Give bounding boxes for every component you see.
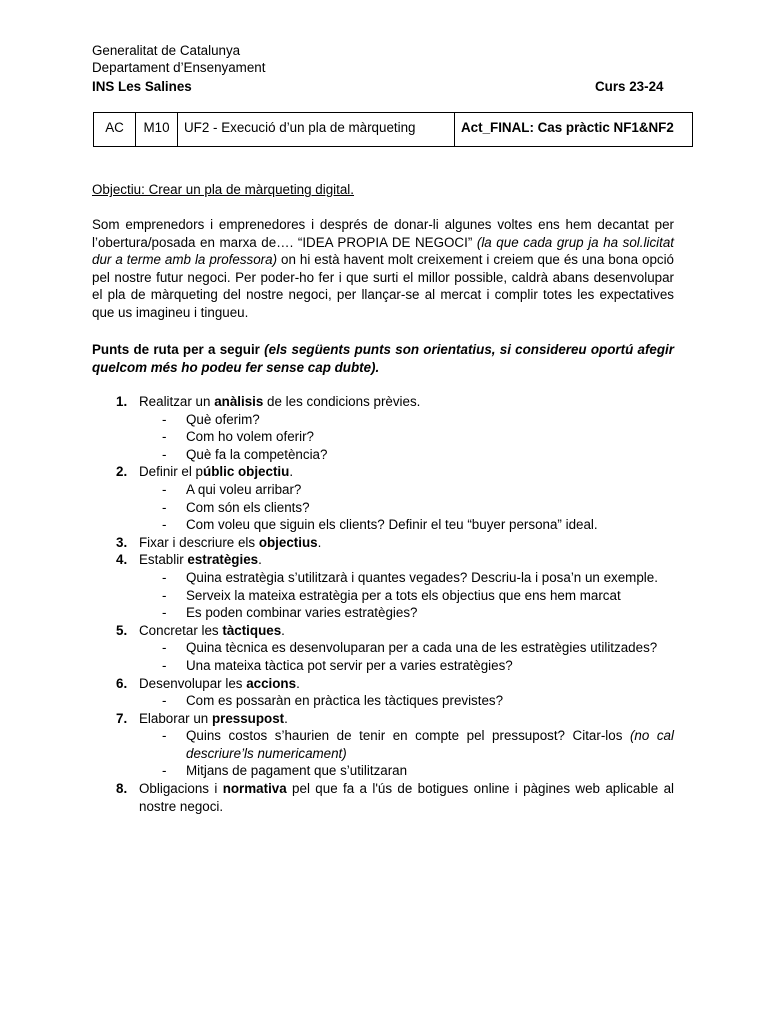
- step-text: [139, 551, 674, 569]
- step-text-post: .: [289, 464, 294, 480]
- step-number: 8.: [116, 781, 128, 797]
- step-item: [92, 675, 674, 710]
- cell-unit: UF2 - Execució d’un pla de màrqueting: [178, 113, 455, 147]
- sub-item: - Com es possaràn en pràctica les tàctiques previstes?: [162, 693, 504, 709]
- sub-item: - Serveix la mateixa estratègia per a tots els objectius que ens hem marcat: [162, 587, 621, 603]
- step-item: [92, 534, 674, 552]
- course-label: Curs 23-24: [595, 79, 664, 94]
- step-item: [92, 622, 674, 675]
- intro-italic: (la que cada grup ja ha sol.licitat dur a terme amb la professora): [92, 234, 675, 268]
- step-text-post: .: [296, 675, 300, 691]
- intro-paragraph: [92, 216, 674, 322]
- school-name: INS Les Salines: [92, 79, 192, 94]
- step-number: 7.: [116, 710, 128, 726]
- sub-list: [92, 692, 674, 710]
- sub-item-text: Mitjans de pagament que s’utilitzaran: [186, 763, 408, 779]
- step-keyword: anàlisis: [214, 394, 264, 409]
- step-text-pre: Elaborar un: [139, 710, 212, 726]
- step-item: [92, 780, 674, 815]
- step-text-post: .: [317, 534, 322, 550]
- route-bold-italic: (els següents punts son orientatius, si considereu oportú afegir quelcom més ho podeu fer sense cap dubte).: [92, 342, 674, 375]
- intro-text-1: Som emprenedors i emprenedores i després de donar-li algunes voltes ens hem decantat per l’obertura/posada en marxa de…. “IDEA PROPIA DE NEGOCI”: [92, 217, 674, 250]
- sub-list: [92, 411, 674, 464]
- step-number: 1.: [116, 394, 128, 409]
- step-item: [92, 393, 674, 463]
- step-text: [139, 780, 674, 815]
- sub-item-note: (no cal descriure’ls numericament): [186, 728, 674, 761]
- step-text-pre: Realitzar un: [139, 394, 215, 409]
- step-keyword: accions: [246, 675, 297, 691]
- sub-item-text: Com són els clients?: [186, 499, 310, 515]
- step-number: 5.: [116, 622, 128, 638]
- sub-item: - Mitjans de pagament que s’utilitzaran: [162, 763, 408, 779]
- sub-item: - Quins costos s’haurien de tenir en compte pel pressupost? Citar-los (no cal descriure’ls numericament): [162, 728, 674, 761]
- objective-line: Objectiu: Crear un pla de màrqueting digital.: [92, 182, 355, 197]
- sub-item-text: Una mateixa tàctica pot servir per a varies estratègies?: [186, 657, 513, 673]
- step-text: [139, 534, 674, 552]
- sub-item-text: Com es possaràn en pràctica les tàctiques previstes?: [186, 693, 504, 709]
- sub-item-text: A qui voleu arribar?: [186, 481, 302, 497]
- sub-item: - Què fa la competència?: [162, 446, 328, 462]
- step-keyword: pressupost: [211, 710, 285, 726]
- sub-item-text: Com ho volem oferir?: [186, 429, 315, 445]
- step-keyword: úblic objectiu: [203, 464, 290, 480]
- step-number: 6.: [116, 675, 128, 691]
- step-number: 2.: [116, 464, 128, 480]
- sub-item-text: Es poden combinar varies estratègies?: [186, 605, 418, 621]
- sub-item-text: Què fa la competència?: [186, 446, 328, 462]
- sub-item: - Com ho volem oferir?: [162, 429, 315, 445]
- cell-ac: AC: [94, 113, 136, 147]
- step-text-pre: Fixar i descriure els: [139, 534, 259, 550]
- sub-item: - Com voleu que siguin els clients? Definir el teu “buyer persona” ideal.: [162, 517, 598, 533]
- step-text-pre: Obligacions i: [139, 781, 223, 797]
- step-text-pre: Definir el p: [139, 464, 204, 480]
- step-text: [139, 622, 674, 640]
- sub-list: [92, 481, 674, 534]
- step-text: [139, 710, 674, 728]
- sub-item-text: Quina tècnica es desenvoluparan per a cada una de les estratègies utilitzades?: [186, 640, 658, 656]
- sub-item-text: Què oferim?: [186, 411, 260, 427]
- sub-item: - Què oferim?: [162, 411, 260, 427]
- step-text-post: pel que fa a l'ús de botigues online i pàgines web aplicable al nostre negoci.: [139, 781, 674, 814]
- sub-item: - A qui voleu arribar?: [162, 481, 302, 497]
- sub-list: [92, 569, 674, 622]
- step-text-post: .: [281, 622, 285, 638]
- step-number: 4.: [116, 552, 128, 568]
- step-text: [139, 675, 674, 693]
- info-table: [93, 112, 693, 147]
- sub-item: - Com són els clients?: [162, 499, 310, 515]
- sub-item-text: Serveix la mateixa estratègia per a tots els objectius que ens hem marcat: [186, 587, 621, 603]
- step-text: [139, 463, 674, 481]
- step-item: [92, 463, 674, 533]
- sub-item-text: Quins costos s’haurien de tenir en compte pel pressupost? Citar-los: [186, 728, 630, 744]
- step-text-pre: Concretar les: [139, 622, 223, 638]
- cell-activity: Act_FINAL: Cas pràctic NF1&NF2: [455, 113, 693, 147]
- step-keyword: normativa: [222, 781, 287, 797]
- step-keyword: tàctiques: [222, 622, 282, 638]
- sub-item-text: Quina estratègia s’utilitzarà i quantes vegades? Descriu-la i posa’n un exemple.: [186, 569, 658, 585]
- sub-item-text: Com voleu que siguin els clients? Definir el teu “buyer persona” ideal.: [186, 517, 598, 533]
- step-number: 3.: [116, 534, 128, 550]
- header-line-2: Departament d’Ensenyament: [92, 60, 266, 75]
- sub-list: [92, 727, 674, 780]
- intro-text-2: on hi està havent molt creixement i creiem que és una bona opció pel nostre futur negoci. Per poder-ho fer i que surti el millor possible, caldrà abans desenvolupar el pla de màrqueting del nostre negoci, per llançar-se al mercat i complir totes les expectatives que us imagineu i tingueu.: [92, 252, 675, 320]
- step-text-post: .: [258, 552, 262, 568]
- step-text-pre: Establir: [139, 552, 188, 568]
- step-keyword: objectius: [258, 534, 318, 550]
- sub-item: - Es poden combinar varies estratègies?: [162, 605, 418, 621]
- step-item: [92, 710, 674, 780]
- step-item: [92, 551, 674, 621]
- header-line-1: Generalitat de Catalunya: [92, 43, 241, 58]
- sub-item: - Quina estratègia s’utilitzarà i quantes vegades? Descriu-la i posa’n un exemple.: [162, 569, 658, 585]
- step-keyword: estratègies: [187, 552, 259, 568]
- route-heading: [92, 341, 674, 376]
- route-bold: Punts de ruta per a seguir: [92, 342, 265, 357]
- cell-module: M10: [136, 113, 178, 147]
- steps-list: [92, 393, 674, 815]
- step-text-post: de les condicions prèvies.: [263, 394, 421, 409]
- step-text: [139, 393, 674, 411]
- step-text-pre: Desenvolupar les: [139, 675, 247, 691]
- sub-list: [92, 639, 674, 674]
- sub-item: - Una mateixa tàctica pot servir per a varies estratègies?: [162, 657, 513, 673]
- step-text-post: .: [284, 710, 288, 726]
- sub-item: - Quina tècnica es desenvoluparan per a cada una de les estratègies utilitzades?: [162, 640, 658, 656]
